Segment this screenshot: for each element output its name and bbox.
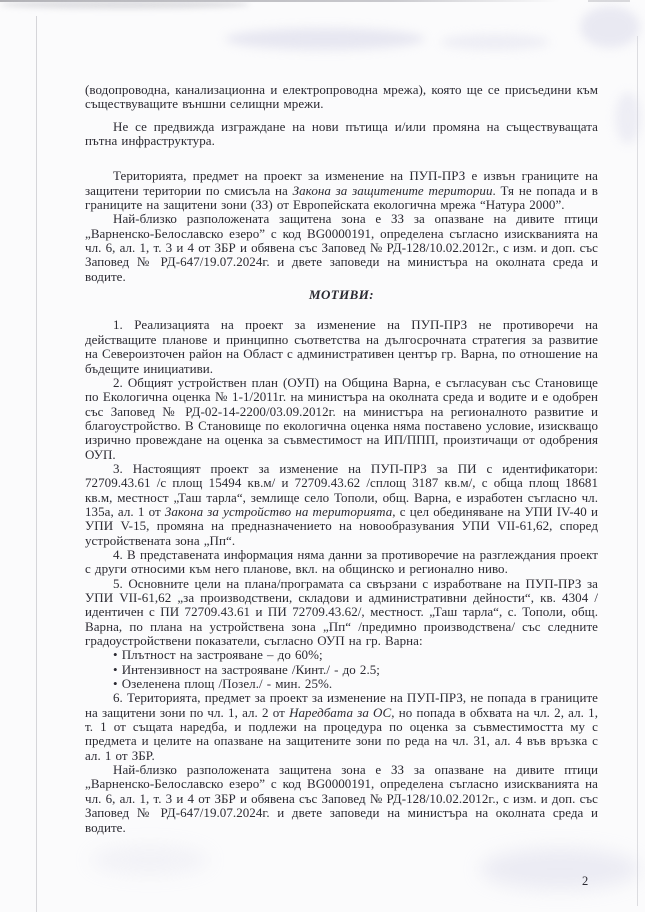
text-run: • Плътност на застрояване – до 60%; [113,647,323,663]
scan-bleed-artifact [580,6,640,48]
text-run: , с цел обединяване на УПИ IV-40 и УПИ V-15, промяна на предназначението на новообразувания УПИ VII-61,62, според устройствената зона „Пп“. [85,503,598,548]
text-run: , но попада в обхвата на чл. 2, ал. 1, т. 1 от същата наредба, и подлежи на процедура по оценка за съвместимостта му с предмета и целите на опазване на защитените зони по реда на чл. 31, ал. 4 във връзка с ал. 1 от ЗБР. [85,704,598,763]
scan-bleed-artifact [0,0,250,9]
text-run: (водопроводна, канализационна и електропроводна мрежа), която ще се присъедини към съществуващите външни селищни мрежи. [85,82,598,112]
italic-law-reference: Закона за защитените територии [292,182,493,198]
paragraph [85,376,598,462]
text-run: Най-близко разположената защитена зона е ЗЗ за опазване на дивите птици „Варненско-Белославско езеро” с код BG0000191, определена съгласно изискванията на чл. 6, ал. 1, т. 3 и 4 от ЗБР и обявена със Заповед № РД-128/10.02.2012г., с изм. и доп. със Заповед № РД-647/19.07.2024г. и двете заповеди на министъра на околната среда и водите. [85,762,598,835]
paragraph [85,548,598,577]
text-run: 6. Територията, предмет за проект за изменение на ПУП-ПРЗ, не попада в границите на защитени зони по чл. 1, ал. 2 от [85,690,598,720]
scan-fold-line-right [637,36,638,906]
text-run: 4. В представената информация няма данни за противоречие на разглеждания проект с други относими към него планове, вкл. на общинско и регионално ниво. [85,546,598,577]
text-run: . Тя не попада и в границите на защитени зони (ЗЗ) от Европейската екологична мрежа “Натура 2000”. [85,182,598,213]
italic-law-reference: Закона за устройство на територията [164,503,393,519]
bullet-item [85,648,598,662]
section-heading [85,288,598,302]
text-run: Най-близко разположената защитена зона е ЗЗ за опазване на дивите птици „Варненско-Белославско езеро” с код BG0000191, определена съгласно изискванията на чл. 6, ал. 1, т. 3 и 4 от ЗБР и обявена със Заповед № РД-128/10.02.2012г., с изм. и доп. със Заповед № РД-647/19.07.2024г. и двете заповеди на министъра на околната среда и водите. [85,211,598,284]
text-run: • Озеленена площ /Позел./ - мин. 25%. [113,676,333,692]
text-run: Територията, предмет на проект за изменение на ПУП-ПРЗ е извън границите на защитени територии по смисъла на [85,168,598,198]
text-run: Не се предвижда изграждане на нови пътища и/или промяна на съществуващата пътна инфраструктура. [85,118,598,149]
paragraph [85,83,598,112]
italic-law-reference: МОТИВИ: [309,287,374,303]
text-run: • Интензивност на застрояване /Кинт./ - до 2.5; [113,661,380,677]
paragraph [85,577,598,649]
text-run: 1. Реализацията на проект за изменение на ПУП-ПРЗ не противоречи на действащите планове и принципно съответства на дългосрочната стратегия за развитие на Североизточен район на Област с административен център гр. Варна, по отношение на бъдещите инициативи. [85,317,598,376]
text-run: 3. Настоящият проект за изменение на ПУП-ПРЗ за ПИ с идентификатори: 72709.43.61 /с площ 15494 кв.м/ и 72709.43.62 /сплощ 3187 кв.м/, с обща площ 18681 кв.м, местност „Таш тарла“, землище село Тополи, общ. Варна, е изработен съгласно чл. 135а, ал. 1 от [85,460,598,519]
paragraph [85,763,598,835]
scan-bleed-artifact [480,848,640,890]
scan-bleed-artifact [615,92,641,144]
text-run: 2. Общият устройствен план (ОУП) на Община Варна, е съгласуван със Становище по Екологична оценка № 1-1/2011г. на министъра на околната среда и водите и е одобрен със Заповед № РД-02-14-2200/03.09.2012г. на министъра на регионалното развитие и благоустройство. В Становище по екологична оценка няма поставено условие, изискващо изрично провеждане на оценка за съвместимост на ИП/ППП, произтичащи от одобрения ОУП. [85,374,598,462]
paragraph [85,462,598,548]
scan-top-edge-line-right [588,0,630,2]
page-number: 2 [582,874,589,888]
paragraph [85,318,598,375]
paragraph [85,691,598,763]
bullet-item [85,663,598,677]
scan-fold-line-left [36,16,37,912]
paragraph [85,212,598,284]
paragraph [85,120,598,149]
document-body [85,83,598,835]
paragraph [85,169,598,212]
scan-bleed-artifact [90,845,210,875]
scan-bleed-artifact [225,28,425,50]
italic-law-reference: Наредбата за ОС [289,704,392,720]
text-run: 5. Основните цели на плана/програмата са свързани с изработване на ПУП-ПРЗ за УПИ VII-61,62 „за производствени, складови и административни дейности“, кв. 4304 /идентичен с ПИ 72709.43.61 и ПИ 72709.43.62/, местност. „Таш тарла“, с. Тополи, общ. Варна, по плана на устройствена зона „Пп“ /предимно производствена/ със следните градоустройствени показатели, съгласно ОУП на гр. Варна: [85,575,598,649]
scan-bleed-artifact [440,34,550,50]
bullet-item [85,677,598,691]
